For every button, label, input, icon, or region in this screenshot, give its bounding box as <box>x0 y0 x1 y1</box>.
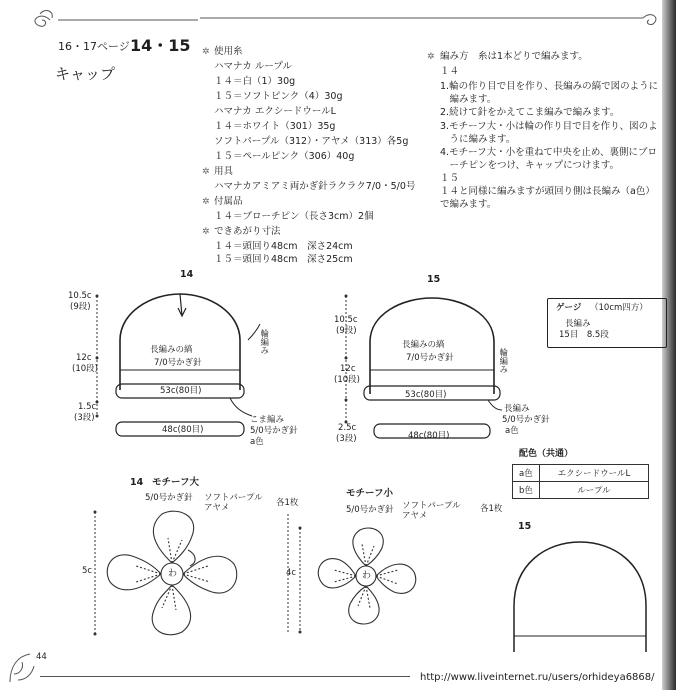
motif-large-size: 5c <box>82 566 93 576</box>
howto-heading: 編み方 糸は1本どりで編みます。 <box>440 51 588 62</box>
side-label: 輪編み <box>497 348 508 374</box>
motif-large-number: 14 <box>130 477 144 488</box>
center-label: 7/0号かぎ針 <box>154 358 202 368</box>
edge-label: 5/0号かぎ針 <box>250 426 298 436</box>
howto-line: うに編みます。 <box>440 134 516 145</box>
gauge-count: 15目 8.5段 <box>559 330 609 340</box>
bottom-label: 48c(80目) <box>408 431 450 441</box>
motif-large-center: わ <box>168 569 178 579</box>
dim-label: 1.5c <box>78 402 97 412</box>
motif-large-chart <box>92 503 292 646</box>
motif-small-chart <box>296 518 456 640</box>
materials-line: ハマナカ ループル <box>214 61 292 72</box>
dim-label: (10段) <box>334 375 360 385</box>
howto-line: 3.モチーフ大・小は輪の作り目で目を作り、図のよ <box>440 121 658 132</box>
howto-line: ーチピンをつけ、キャップにつけます。 <box>440 160 620 171</box>
color-table-title: 配色（共通） <box>519 449 574 459</box>
table-row <box>513 482 649 499</box>
motif-small-each: 各1枚 <box>480 504 503 514</box>
size-line: １４＝頭回り48cm 深さ24cm <box>214 241 353 252</box>
motif-small-hook: 5/0号かぎ針 <box>346 505 394 515</box>
dim-label: 12c <box>340 364 356 374</box>
table-cell: ループル <box>539 482 648 499</box>
dim-label: (3段) <box>336 434 357 444</box>
bottom-label: 48c(80目) <box>162 425 204 435</box>
cap-15-number: 15 <box>518 521 532 532</box>
cap-15-outline <box>506 536 656 654</box>
center-label: 長編みの縞 <box>402 340 445 350</box>
howto-line: １４と同様に編みますが頭回り側は長編み（a色） <box>440 186 655 197</box>
tools-line: ハマナカアミアミ両かぎ針ラクラク7/0・5/0号 <box>214 181 416 192</box>
motif-large-hook: 5/0号かぎ針 <box>145 493 193 503</box>
motif-small-yarn: ソフトパープル <box>402 501 461 511</box>
materials-line: ハマナカ エクシードウールL <box>214 106 336 117</box>
dim-label: 12c <box>76 353 92 363</box>
motif-small-size: 4c <box>286 568 297 578</box>
dim-label: 10.5c <box>68 291 92 301</box>
table-cell: a色 <box>513 465 540 482</box>
diagram-14-number: 14 <box>180 269 194 280</box>
page-reference: 16・17ページ <box>58 40 130 53</box>
footer-rule <box>40 676 410 677</box>
bullet-icon: ✲ <box>427 52 435 62</box>
accessories-line: １４＝ブローチピン（長さ3cm）2個 <box>214 211 374 222</box>
materials-line: １５＝ペールピンク（306）40g <box>214 151 355 162</box>
motif-small-center: わ <box>362 571 372 581</box>
table-row <box>513 465 649 482</box>
howto-line: 2.続けて針をかえてこま編みで編みます。 <box>440 107 620 118</box>
dim-label: (9段) <box>70 302 91 312</box>
motif-large-title: モチーフ大 <box>152 477 200 488</box>
page-number: 44 <box>36 652 47 662</box>
size-line: １５＝頭回り48cm 深さ25cm <box>214 254 353 265</box>
header-ornament <box>28 6 668 34</box>
bullet-icon: ✲ <box>202 47 210 57</box>
motif-large-yarn: アヤメ <box>204 503 230 513</box>
bullet-icon: ✲ <box>202 167 210 177</box>
dim-label: 10.5c <box>334 315 358 325</box>
table-cell: b色 <box>513 482 540 499</box>
size-heading: できあがり寸法 <box>214 226 281 237</box>
color-table <box>512 464 649 499</box>
side-label: 輪編み <box>258 329 269 355</box>
materials-line: １５＝ソフトピンク（4）30g <box>214 91 343 102</box>
edge-label: 長編み <box>504 404 530 414</box>
bullet-icon: ✲ <box>202 227 210 237</box>
howto-line: 1.輪の作り目で目を作り、長編みの縞で図のように <box>440 81 659 92</box>
howto-line: で編みます。 <box>440 199 497 210</box>
motif-large-yarn: ソフトパープル <box>204 493 263 503</box>
dim-label: 2.5c <box>338 423 357 433</box>
diagram-15-number: 15 <box>427 274 441 285</box>
footer-url: http://www.liveinternet.ru/users/orhideya6868/ <box>420 672 655 683</box>
band-label: 53c(80目) <box>160 386 202 396</box>
dim-label: (9段) <box>336 326 357 336</box>
band-label: 53c(80目) <box>405 390 447 400</box>
dim-label: (10段) <box>72 364 98 374</box>
edge-label: こま編み <box>250 415 285 425</box>
edge-label: a色 <box>250 437 264 447</box>
page-title: キャップ <box>55 65 116 83</box>
center-label: 長編みの縞 <box>150 345 193 355</box>
motif-small-title: モチーフ小 <box>346 488 394 499</box>
tools-heading: 用具 <box>214 166 234 177</box>
accessories-heading: 付属品 <box>214 196 243 207</box>
dim-label: (3段) <box>74 413 95 423</box>
gauge-title: ゲージ <box>556 303 582 313</box>
motif-small-yarn: アヤメ <box>402 511 428 521</box>
gauge-stitch: 長編み <box>565 319 591 329</box>
howto-line: 4.モチーフ大・小を重ねて中央を止め、裏側にブロ <box>440 147 657 158</box>
center-label: 7/0号かぎ針 <box>406 353 454 363</box>
edge-label: 5/0号かぎ針 <box>502 415 550 425</box>
bullet-icon: ✲ <box>202 197 210 207</box>
table-cell: エクシードウールL <box>539 465 648 482</box>
pattern-numbers: 14・15 <box>130 36 191 55</box>
materials-line: １４＝白（1）30g <box>214 76 296 87</box>
howto-line: １４ <box>440 66 460 77</box>
materials-line: ソフトパープル（312）・アヤメ（313）各5g <box>214 136 409 147</box>
gauge-unit: （10cm四方） <box>590 303 648 313</box>
howto-line: １５ <box>440 173 460 184</box>
edge-label: a色 <box>505 426 519 436</box>
materials-heading: 使用糸 <box>214 46 243 57</box>
materials-line: １４＝ホワイト（301）35g <box>214 121 336 132</box>
motif-large-each: 各1枚 <box>276 498 299 508</box>
howto-line: 編みます。 <box>440 94 497 105</box>
